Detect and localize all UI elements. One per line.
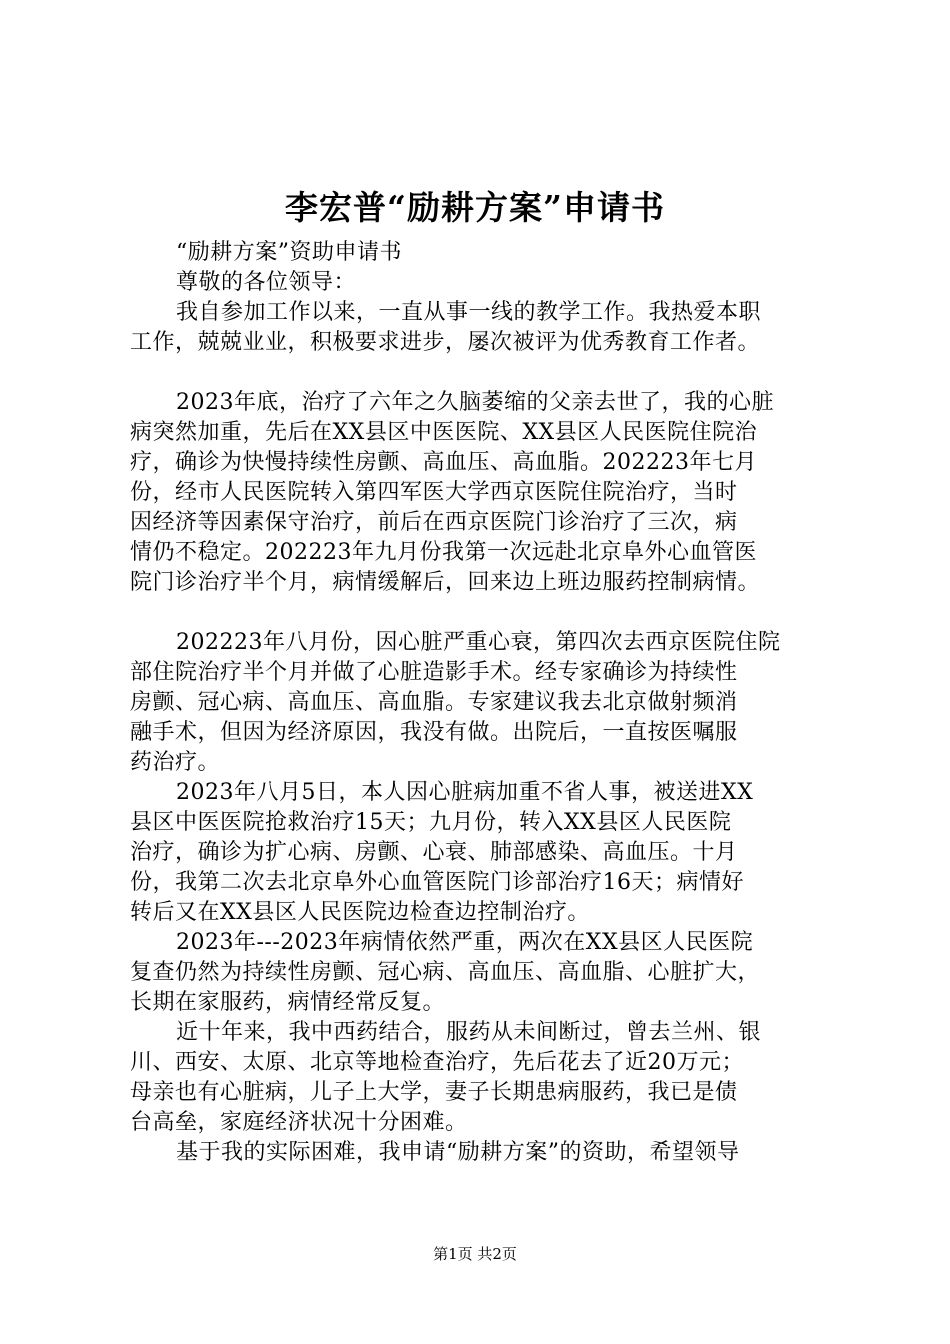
paragraph-line: 我自参加工作以来，一直从事一线的教学工作。我热爱本职 <box>176 300 762 325</box>
paragraph-line: 2023年八月5日，本人因心脏病加重不省人事，被送进XX <box>176 780 754 805</box>
paragraph-line: 复查仍然为持续性房颤、冠心病、高血压、高血脂、心脏扩大， <box>130 960 761 985</box>
paragraph-line: 药治疗。 <box>130 750 221 775</box>
paragraph-line: 台高垒，家庭经济状况十分困难。 <box>130 1110 468 1135</box>
subtitle-line: “励耕方案”资助申请书 <box>176 240 402 265</box>
paragraph-line: 202223年八月份，因心脏严重心衰，第四次去西京医院住院 <box>176 630 781 655</box>
paragraph-line: 病突然加重，先后在XX县区中医医院、XX县区人民医院住院治 <box>130 420 758 445</box>
paragraph-line: 院门诊治疗半个月，病情缓解后，回来边上班边服药控制病情。 <box>130 570 761 595</box>
paragraph-line: 份，我第二次去北京阜外心血管医院门诊部治疗16天；病情好 <box>130 870 744 895</box>
paragraph-line: 县区中医医院抢救治疗15天；九月份，转入XX县区人民医院 <box>130 810 732 835</box>
paragraph-line: 因经济等因素保守治疗，前后在西京医院门诊治疗了三次，病 <box>130 510 738 535</box>
paragraph-line: 情仍不稳定。202223年九月份我第一次远赴北京阜外心血管医 <box>130 540 757 565</box>
paragraph-line: 长期在家服药，病情经常反复。 <box>130 990 446 1015</box>
salutation-line: 尊敬的各位领导： <box>176 270 357 295</box>
paragraph-line: 治疗，确诊为扩心病、房颤、心衰、肺部感染、高血压。十月 <box>130 840 738 865</box>
document-title: 李宏普“励耕方案”申请书 <box>285 188 665 227</box>
paragraph-line: 疗，确诊为快慢持续性房颤、高血压、高血脂。202223年七月 <box>130 450 757 475</box>
page-footer: 第1页 共2页 <box>433 1245 517 1263</box>
paragraph-line: 融手术，但因为经济原因，我没有做。出院后，一直按医嘱服 <box>130 720 738 745</box>
paragraph-line: 2023年---2023年病情依然严重，两次在XX县区人民医院 <box>176 930 754 955</box>
paragraph-line: 转后又在XX县区人民医院边检查边控制治疗。 <box>130 900 590 925</box>
paragraph-line: 房颤、冠心病、高血压、高血脂。专家建议我去北京做射频消 <box>130 690 738 715</box>
paragraph-line: 近十年来，我中西药结合，服药从未间断过，曾去兰州、银 <box>176 1020 762 1045</box>
paragraph-line: 基于我的实际困难，我申请“励耕方案”的资助，希望领导 <box>176 1140 740 1165</box>
paragraph-line: 工作，兢兢业业，积极要求进步，屡次被评为优秀教育工作者。 <box>130 330 761 355</box>
paragraph-line: 川、西安、太原、北京等地检查治疗，先后花去了近20万元； <box>130 1050 744 1075</box>
paragraph-line: 部住院治疗半个月并做了心脏造影手术。经专家确诊为持续性 <box>130 660 738 685</box>
paragraph-line: 母亲也有心脏病，儿子上大学，妻子长期患病服药，我已是债 <box>130 1080 738 1105</box>
paragraph-line: 份，经市人民医院转入第四军医大学西京医院住院治疗，当时 <box>130 480 738 505</box>
paragraph-line: 2023年底，治疗了六年之久脑萎缩的父亲去世了，我的心脏 <box>176 390 774 415</box>
document-body <box>130 238 842 1168</box>
